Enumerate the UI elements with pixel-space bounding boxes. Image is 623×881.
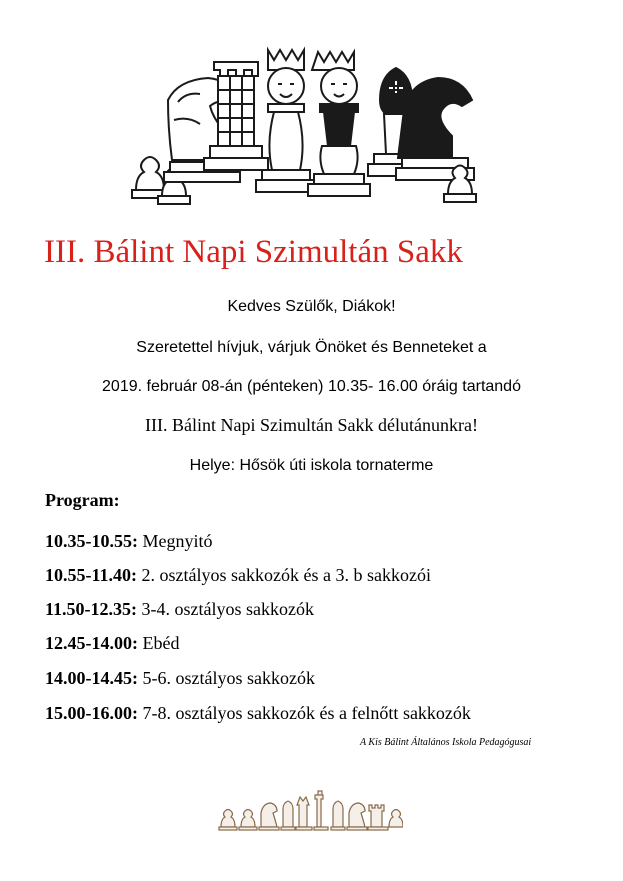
- invite-line-2: 2019. február 08-án (pénteken) 10.35- 16.00 óráig tartandó: [102, 378, 521, 395]
- program-item: [45, 633, 179, 654]
- venue: Helye: Hősök úti iskola tornaterme: [189, 457, 434, 474]
- program-time: 12.45-14.00:: [45, 633, 138, 653]
- program-item: [45, 599, 314, 620]
- program-item: [45, 668, 315, 689]
- small-chess-pieces-illustration: [217, 787, 403, 831]
- program-desc: 3-4. osztályos sakkozók: [141, 599, 314, 619]
- program-desc: Ebéd: [142, 633, 180, 653]
- chess-pieces-illustration: [118, 40, 490, 220]
- invite-line-1: Szeretettel hívjuk, várjuk Önöket és Benneteket a: [136, 339, 487, 356]
- program-desc: 5-6. osztályos sakkozók: [142, 668, 315, 688]
- program-item: [45, 531, 213, 552]
- program-item: [45, 703, 471, 724]
- program-desc: 7-8. osztályos sakkozók és a felnőtt sakkozók: [142, 703, 471, 723]
- program-time: 10.55-11.40:: [45, 565, 137, 585]
- program-heading: Program:: [45, 490, 120, 510]
- greeting: Kedves Szülők, Diákok!: [227, 298, 396, 315]
- program-time: 11.50-12.35:: [45, 599, 137, 619]
- program-time: 14.00-14.45:: [45, 668, 138, 688]
- program-time: 10.35-10.55:: [45, 531, 138, 551]
- program-item: [45, 565, 431, 586]
- program-time: 15.00-16.00:: [45, 703, 138, 723]
- program-desc: 2. osztályos sakkozók és a 3. b sakkozói: [141, 565, 431, 585]
- page-title: III. Bálint Napi Szimultán Sakk: [44, 234, 463, 270]
- invite-line-3: III. Bálint Napi Szimultán Sakk délutánunkra!: [145, 415, 478, 435]
- signature: A Kis Bálint Általános Iskola Pedagógusai: [360, 737, 532, 748]
- program-desc: Megnyitó: [138, 531, 213, 551]
